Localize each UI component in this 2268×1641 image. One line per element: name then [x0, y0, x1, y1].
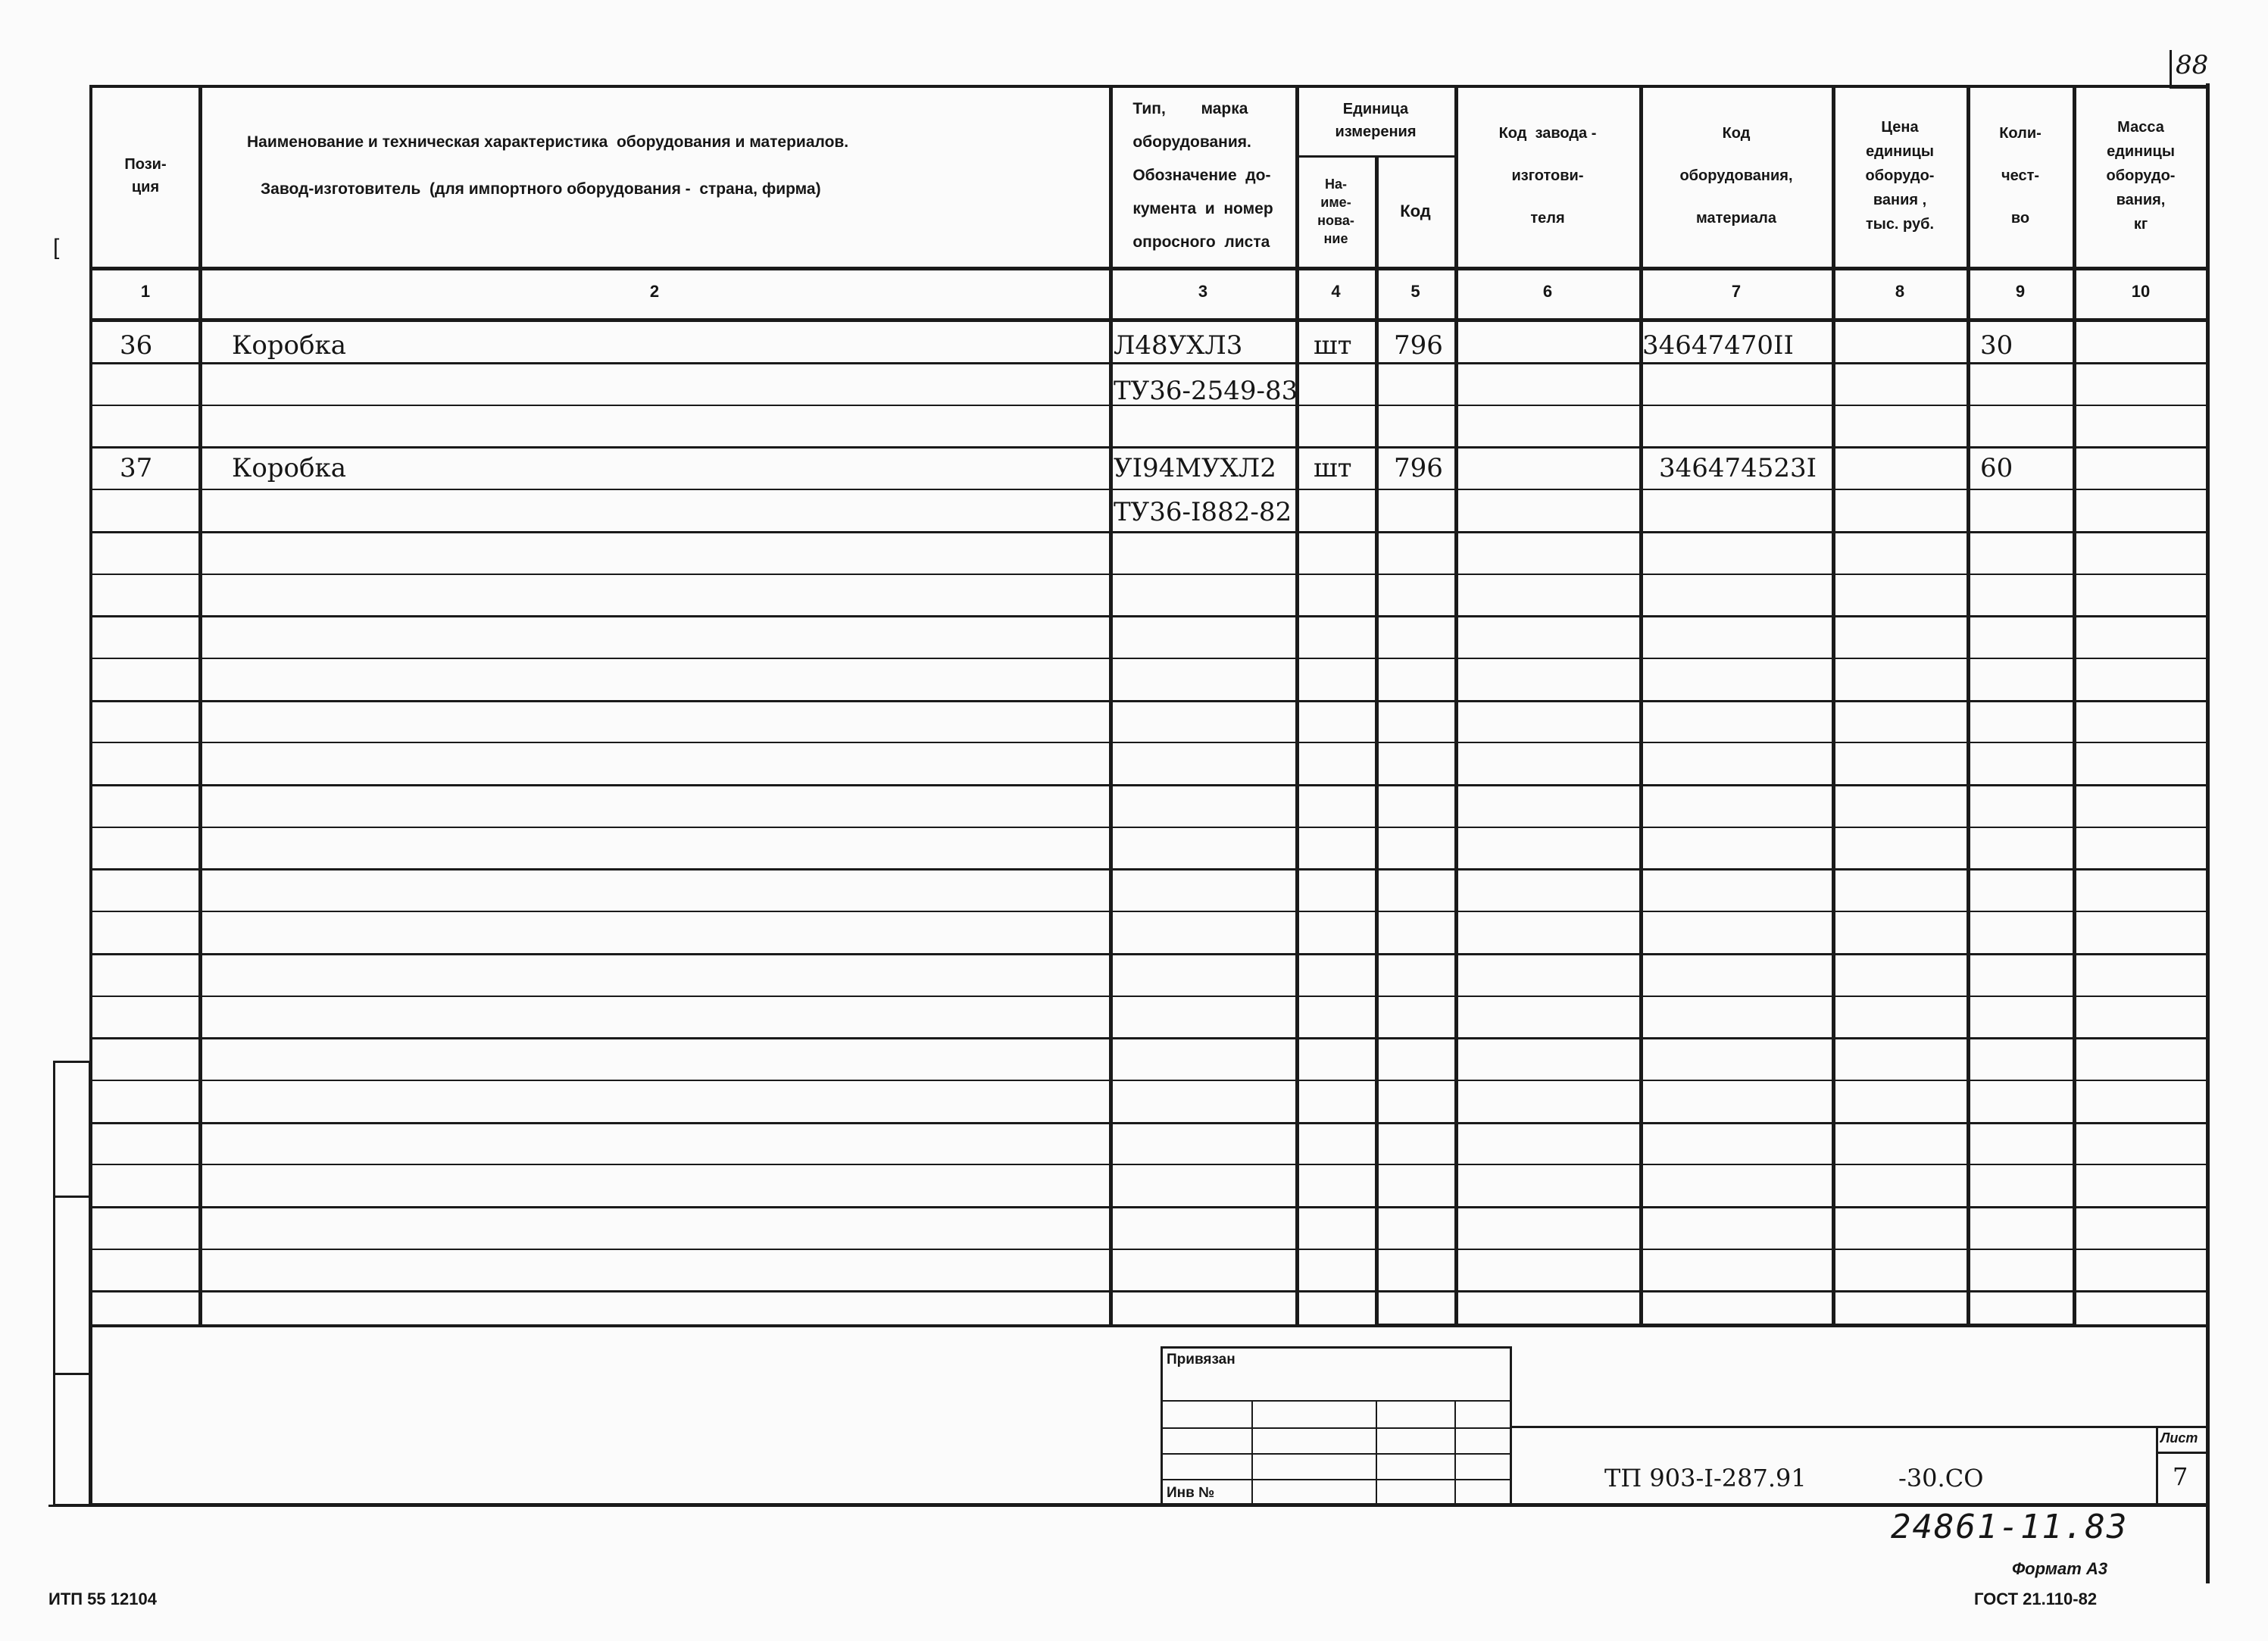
- stamp-frame-bottom: [89, 1327, 2209, 1506]
- table-row-line: [89, 489, 2209, 490]
- col-line-9: [2073, 85, 2076, 1327]
- table-row-line: [89, 1164, 2209, 1165]
- left-bracket: [: [53, 235, 60, 260]
- table-row-line: [89, 1122, 2209, 1124]
- row-36-unit-code: 796: [1394, 330, 1443, 361]
- table-row-line: [89, 996, 2209, 997]
- table-row-line: [89, 742, 2209, 743]
- binding-line: [1161, 1479, 1512, 1480]
- left-margin-divider: [53, 1196, 91, 1198]
- binding-col: [1454, 1400, 1456, 1506]
- table-row-line: [89, 827, 2209, 828]
- table-row-line: [89, 868, 2209, 871]
- header-manufacturer: Завод-изготовитель (для импортного оборудования - страна, фирма): [261, 180, 821, 198]
- row-36-position: 36: [120, 330, 153, 361]
- table-row-line: [89, 784, 2209, 786]
- col-number: 4: [1331, 282, 1341, 301]
- table-row-line: [89, 911, 2209, 912]
- col-line-8: [1967, 85, 1970, 1327]
- row-36-type: Л48УХЛ3: [1114, 330, 1243, 361]
- row-37-type: УI94МУХЛ2: [1114, 453, 1276, 483]
- left-margin-divider: [53, 1373, 91, 1375]
- col-number: 3: [1198, 282, 1208, 301]
- table-row-line: [89, 953, 2209, 955]
- row-36-spec: ТУ36-2549-83: [1114, 376, 1298, 406]
- header-equipment-code: Код оборудования, материала: [1679, 125, 1793, 227]
- header-type: Тип, марка оборудования. Обозначение до- кумента и номер опросного листа: [1132, 100, 1273, 251]
- archive-number: 24861-11.83: [1891, 1508, 2129, 1546]
- col-line-1: [198, 85, 202, 1327]
- table-row-line: [89, 446, 2209, 449]
- format-label: Формат А3: [2012, 1559, 2108, 1578]
- col-number: 8: [1895, 282, 1905, 301]
- col-number: 7: [1731, 282, 1742, 301]
- binding-col: [1251, 1400, 1253, 1506]
- table-row-line: [89, 700, 2209, 702]
- table-row-line: [89, 1037, 2209, 1039]
- row-36-name: Коробка: [232, 330, 347, 361]
- table-row-line: [89, 531, 2209, 533]
- header-price: Цена единицы оборудо- вания , тыс. руб.: [1865, 119, 1935, 233]
- doc-code-top: [1512, 1426, 2209, 1428]
- table-row-line: [89, 615, 2209, 617]
- table-row-line: [89, 1249, 2209, 1250]
- row-37-unit-code: 796: [1394, 453, 1443, 483]
- sheet-label: Лист: [2160, 1430, 2198, 1446]
- row-36-unit: шт: [1314, 330, 1352, 361]
- row-37-spec: ТУ36-I882-82: [1114, 497, 1292, 527]
- gost-label: ГОСТ 21.110-82: [1974, 1589, 2098, 1608]
- row-37-unit: шт: [1314, 453, 1352, 483]
- header-unit-code: Код: [1400, 201, 1431, 220]
- table-row-line: [89, 658, 2209, 659]
- row-37-position: 37: [120, 453, 153, 483]
- header-bottom-line: [89, 267, 2209, 270]
- table-row-line: [89, 1290, 2209, 1292]
- row-37-name: Коробка: [232, 453, 347, 483]
- header-manufacturer-code: Код завода - изготови- теля: [1498, 125, 1597, 227]
- col-number-bottom-line: [89, 318, 2209, 322]
- col-number: 10: [2131, 282, 2151, 301]
- binding-line: [1161, 1400, 1512, 1402]
- document-code: ТП 903-I-287.91: [1604, 1464, 1807, 1493]
- organization-code: ИТП 55 12104: [48, 1589, 157, 1608]
- table-row-line: [89, 1080, 2209, 1081]
- header-quantity: Коли- чест- во: [1999, 125, 2042, 227]
- inventory-label: Инв №: [1167, 1485, 1215, 1501]
- col-number: 6: [1542, 282, 1553, 301]
- header-unit-name: На- име- нова- ние: [1317, 176, 1354, 246]
- document-suffix: -30.СО: [1898, 1464, 1984, 1493]
- sheet-number: 7: [2173, 1462, 2188, 1491]
- header-name: Наименование и техническая характеристика оборудования и материалов.: [247, 133, 849, 151]
- sheet-box-divider: [2156, 1452, 2209, 1454]
- binding-box: [1161, 1346, 1512, 1506]
- col-number: 9: [2015, 282, 2026, 301]
- col-line-7: [1832, 85, 1835, 1327]
- row-36-quantity: 30: [1980, 330, 2013, 361]
- binding-label: Привязан: [1167, 1352, 1236, 1368]
- col-number: 2: [649, 282, 660, 301]
- header-unit: Единица измерения: [1335, 100, 1417, 140]
- col-number: 5: [1410, 282, 1420, 301]
- table-row-line: [89, 362, 2209, 364]
- header-position: Пози- ция: [124, 156, 167, 195]
- table-row-line: [89, 1206, 2209, 1208]
- row-37-quantity: 60: [1980, 453, 2013, 483]
- col-line-3: [1295, 85, 1299, 1327]
- col-number: 1: [140, 282, 151, 301]
- stamp-bottom-extension: [48, 1505, 2207, 1507]
- col-line-2: [1109, 85, 1113, 1327]
- binding-line: [1161, 1453, 1512, 1455]
- table-frame: [89, 85, 2209, 1327]
- row-37-equipment-code: 346474523I: [1659, 453, 1817, 483]
- left-margin-stamp: [53, 1061, 91, 1506]
- table-row-line: [89, 574, 2209, 575]
- sheet-mark: 88: [2176, 50, 2209, 80]
- col-line-5: [1454, 85, 1458, 1327]
- binding-line: [1161, 1427, 1512, 1429]
- binding-col: [1376, 1400, 1377, 1506]
- row-36-equipment-code: 34647470II: [1642, 330, 1794, 361]
- col-line-6: [1639, 85, 1643, 1327]
- header-mass: Масса единицы оборудо- вания, кг: [2106, 119, 2176, 233]
